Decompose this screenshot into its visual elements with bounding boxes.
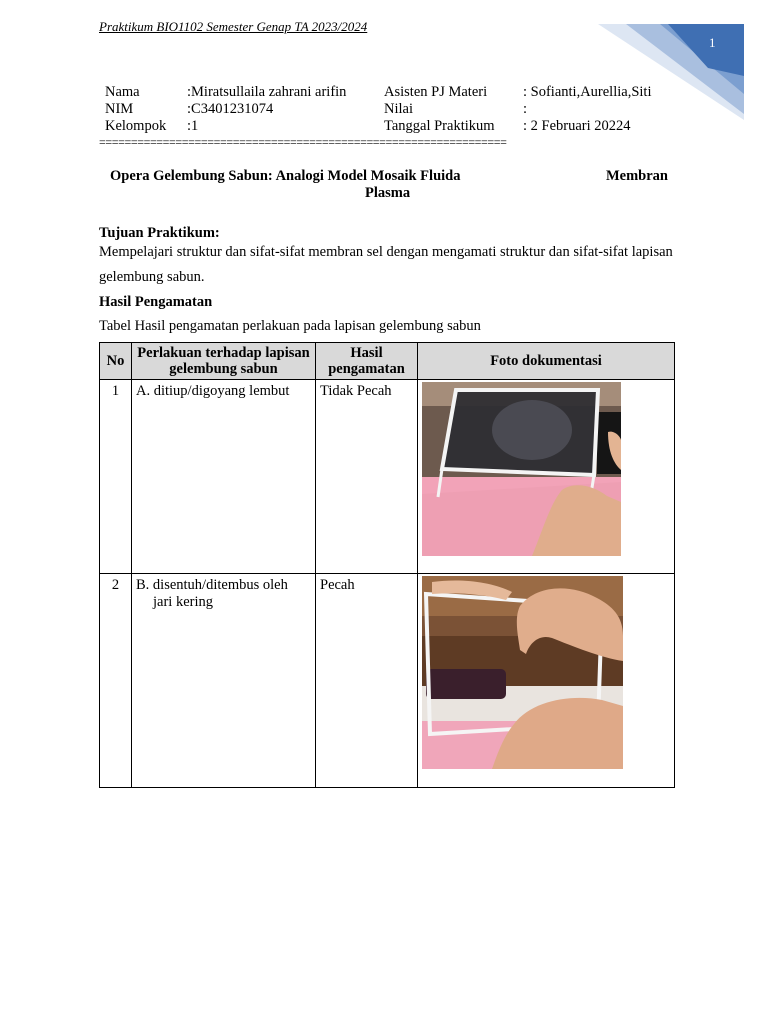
observation-table [99, 342, 675, 788]
photo-cell [418, 380, 675, 574]
title-part-1: Opera Gelembung Sabun: Analogi Model Mosaik Fluida [110, 168, 461, 184]
result-cell: Pecah [316, 574, 418, 788]
table-caption: Tabel Hasil pengamatan perlakuan pada lapisan gelembung sabun [99, 318, 481, 334]
photo-bubble-frame-blown [422, 382, 621, 556]
treatment-text-line-2: jari kering [153, 594, 213, 610]
treatment-text-line-1: B. disentuh/ditembus oleh [136, 577, 288, 593]
asisten-label: Asisten PJ Materi [384, 84, 488, 100]
treatment-text: A. ditiup/digoyang lembut [136, 383, 290, 399]
hasil-heading: Hasil Pengamatan [99, 294, 213, 310]
course-header: Praktikum BIO1102 Semester Genap TA 2023/2024 [99, 19, 368, 34]
nilai-value: : [523, 101, 528, 117]
tanggal-label: Tanggal Praktikum [384, 118, 495, 134]
page-number: 1 [709, 35, 716, 50]
kelompok-label: Kelompok [105, 118, 167, 134]
tujuan-text: Mempelajari struktur dan sifat-sifat membran sel dengan mengamati struktur dan sifat-sifat lapisan gelembung sabun. [99, 244, 673, 285]
nim-value: :C3401231074 [187, 101, 274, 117]
table-header-row [100, 343, 675, 380]
nama-label: Nama [105, 84, 140, 100]
asisten-value: : Sofianti,Aurellia,Siti [523, 84, 652, 100]
row-number: 2 [100, 574, 132, 788]
nim-label: NIM [105, 101, 134, 117]
separator-line: ================================================================ [99, 135, 507, 149]
treatment-cell [132, 380, 316, 574]
title-part-3: Plasma [365, 185, 411, 201]
table-row [100, 574, 675, 788]
photo-bubble-frame-touched [422, 576, 623, 769]
header-perlakuan: Perlakuan terhadap lapisan gelembung sabun [132, 343, 316, 380]
nilai-label: Nilai [384, 101, 413, 117]
tujuan-heading: Tujuan Praktikum: [99, 225, 220, 241]
nama-value: :Miratsullaila zahrani arifin [187, 84, 347, 100]
header-foto: Foto dokumentasi [418, 343, 675, 380]
result-cell: Tidak Pecah [316, 380, 418, 574]
student-info [105, 84, 663, 135]
kelompok-value: :1 [187, 118, 199, 134]
header-no: No [100, 343, 132, 380]
row-number: 1 [100, 380, 132, 574]
photo-cell [418, 574, 675, 788]
tanggal-value: : 2 Februari 20224 [523, 118, 631, 134]
table-row [100, 380, 675, 574]
treatment-cell [132, 574, 316, 788]
title-part-2: Membran [605, 168, 668, 184]
header-hasil: Hasil pengamatan [316, 343, 418, 380]
